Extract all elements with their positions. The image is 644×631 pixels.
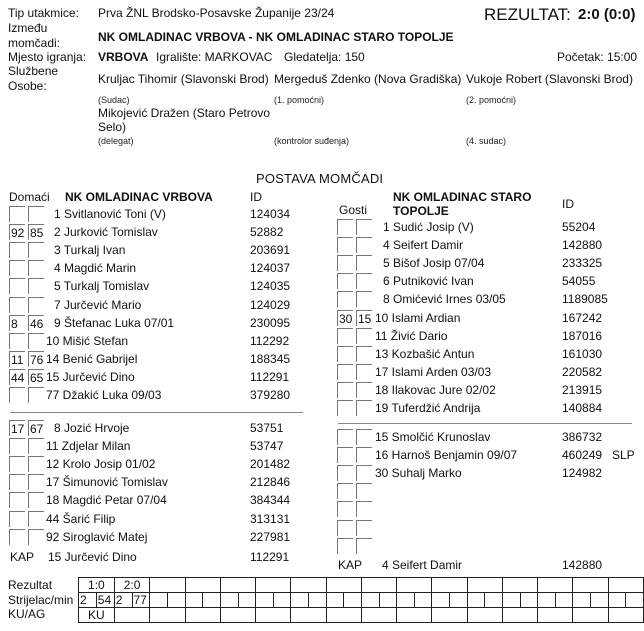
player-name: 10 Islami Ardian bbox=[375, 310, 461, 325]
player-id: 212846 bbox=[250, 475, 291, 490]
sub-out-minute-box bbox=[356, 429, 372, 445]
away-starter-row bbox=[0, 236, 644, 254]
sub-in-minute-box bbox=[337, 483, 353, 499]
goal-result-cell bbox=[502, 578, 537, 593]
sub-in-minute-box bbox=[337, 346, 353, 362]
goal-type-cell: KU bbox=[79, 608, 115, 623]
grid-scorer-row bbox=[79, 593, 644, 608]
assistant2-role: (2. pomoćni) bbox=[466, 95, 517, 105]
player-note: SLP bbox=[612, 448, 635, 463]
player-id: 313131 bbox=[250, 511, 291, 526]
player-id: 460249 bbox=[562, 448, 603, 463]
goal-minute-cell: 77 bbox=[132, 593, 150, 608]
goal-minute-cell bbox=[379, 593, 397, 608]
goal-type-cell bbox=[361, 608, 396, 623]
goal-minute-cell bbox=[203, 593, 221, 608]
player-id: 167242 bbox=[562, 310, 603, 325]
player-id: 124029 bbox=[250, 297, 291, 312]
player-name: 44 Šarić Filip bbox=[46, 511, 116, 526]
player-id: 53747 bbox=[250, 439, 284, 454]
goal-minute-cell bbox=[555, 593, 573, 608]
goal-scorer-cell bbox=[467, 593, 485, 608]
referee-name: Kruljac Tihomir (Slavonski Brod) bbox=[98, 72, 269, 86]
goal-result-cell bbox=[397, 578, 432, 593]
player-id: 233325 bbox=[562, 256, 603, 271]
player-name: 18 Ilakovac Jure 02/02 bbox=[375, 382, 496, 397]
goal-type-cell bbox=[256, 608, 291, 623]
goal-scorer-cell: 2 bbox=[79, 593, 97, 608]
goal-scorer-cell bbox=[608, 593, 626, 608]
delegate-role: (delegat) bbox=[98, 136, 134, 146]
player-name: 4 Seifert Damir bbox=[383, 238, 464, 253]
away-captain-id: 142880 bbox=[562, 558, 603, 572]
assistant1-name: Mergeduš Zdenko (Nova Gradiška) bbox=[274, 72, 462, 86]
result-label: REZULTAT: bbox=[484, 5, 571, 24]
match-type: Prva ŽNL Brodsko-Posavske Županije 23/24 bbox=[98, 6, 335, 20]
player-name: 8 Jozić Hrvoje bbox=[54, 421, 130, 435]
goal-minute-cell bbox=[273, 593, 291, 608]
player-name: 7 Jurčević Mario bbox=[54, 297, 142, 312]
goal-result-cell: 1:0 bbox=[79, 578, 115, 593]
fourth-official-role: (4. sudac) bbox=[466, 136, 507, 146]
sub-out-minute-box bbox=[356, 328, 372, 344]
goal-result-cell bbox=[573, 578, 608, 593]
goal-result-cell bbox=[185, 578, 220, 593]
player-name: 13 Kozbašić Antun bbox=[375, 346, 475, 361]
sub-out-minute-box bbox=[356, 520, 372, 536]
goal-result-cell bbox=[432, 578, 467, 593]
sub-out-minute-box: 85 bbox=[30, 226, 44, 241]
player-id: 220582 bbox=[562, 364, 603, 379]
player-name: 3 Turkalj Ivan bbox=[54, 243, 126, 258]
away-sub-row bbox=[0, 446, 644, 464]
player-name: 6 Putniković Ivan bbox=[383, 274, 474, 289]
officials-label-line1: Službene bbox=[8, 64, 59, 78]
referee-role: (Sudac) bbox=[98, 95, 130, 105]
sub-in-minute-box: 11 bbox=[11, 352, 24, 367]
goal-minute-cell bbox=[591, 593, 609, 608]
goal-scorer-cell bbox=[291, 593, 309, 608]
sub-out-minute-box: 15 bbox=[358, 311, 372, 326]
player-id: 55204 bbox=[562, 220, 596, 234]
sub-in-minute-box: 92 bbox=[11, 226, 25, 241]
player-id: 188345 bbox=[250, 351, 291, 366]
player-name: 10 Mišić Stefan bbox=[46, 333, 129, 348]
player-id: 201482 bbox=[250, 457, 291, 472]
kickoff-time: Početak: 15:00 bbox=[557, 50, 638, 64]
away-team-name-line2: TOPOLJE bbox=[393, 204, 449, 218]
away-sub-row bbox=[0, 519, 644, 537]
sub-out-minute-box: 46 bbox=[30, 316, 44, 331]
away-starter-row bbox=[0, 254, 644, 272]
goal-minute-cell bbox=[485, 593, 503, 608]
sub-out-minute-box bbox=[356, 382, 372, 398]
away-starter-row bbox=[0, 399, 644, 417]
away-sub-row bbox=[0, 500, 644, 518]
scoring-grid bbox=[78, 577, 644, 623]
player-name: 5 Turkalj Tomislav bbox=[54, 279, 150, 294]
ground: Igralište: MARKOVAC bbox=[156, 50, 273, 64]
goal-minute-cell bbox=[309, 593, 327, 608]
assistant2-name: Vukoje Robert (Slavonski Brod) bbox=[466, 72, 633, 86]
away-sub-row bbox=[0, 428, 644, 446]
goal-type-cell bbox=[538, 608, 573, 623]
sub-in-minute-box bbox=[337, 400, 353, 416]
sub-out-minute-box bbox=[356, 501, 372, 517]
goal-minute-cell bbox=[414, 593, 432, 608]
sub-in-minute-box bbox=[337, 465, 353, 481]
player-name: 19 Tuferdžić Andrija bbox=[375, 401, 481, 415]
sub-out-minute-box: 67 bbox=[30, 422, 44, 436]
assistant1-role: (1. pomoćni) bbox=[274, 95, 325, 105]
goal-minute-cell bbox=[344, 593, 362, 608]
player-name: 18 Magdić Petar 07/04 bbox=[46, 493, 167, 508]
player-id: 142880 bbox=[562, 238, 603, 253]
player-name: 4 Magdić Marin bbox=[54, 261, 137, 276]
sub-in-minute-box bbox=[337, 429, 353, 445]
away-starter-row bbox=[0, 363, 644, 381]
goal-minute-cell: 54 bbox=[96, 593, 114, 608]
away-side-label: Gosti bbox=[339, 203, 368, 217]
sub-out-minute-box bbox=[356, 237, 372, 253]
scoring-scorer-label: Strijelac/min bbox=[8, 593, 74, 607]
player-name: 1 Sudić Josip (V) bbox=[383, 220, 474, 234]
goal-scorer-cell bbox=[538, 593, 556, 608]
player-id: 52882 bbox=[250, 225, 284, 240]
sub-out-minute-box bbox=[356, 538, 372, 554]
player-name: 30 Suhalj Marko bbox=[375, 466, 462, 481]
player-name: 16 Harnoš Benjamin 09/07 bbox=[375, 448, 518, 463]
grid-result-row bbox=[79, 578, 644, 593]
goal-scorer-cell bbox=[573, 593, 591, 608]
player-id: 54055 bbox=[562, 274, 596, 289]
player-name: 8 Omićević Irnes 03/05 bbox=[383, 292, 506, 307]
player-id: 230095 bbox=[250, 315, 291, 330]
player-id: 213915 bbox=[562, 382, 603, 397]
goal-result-cell bbox=[291, 578, 326, 593]
match-type-label: Tip utakmice: bbox=[8, 6, 79, 20]
goal-scorer-cell bbox=[220, 593, 238, 608]
away-captain-name: 4 Seifert Damir bbox=[382, 558, 463, 572]
venue-label: Mjesto igranja: bbox=[8, 50, 87, 64]
goal-minute-cell bbox=[168, 593, 186, 608]
goal-type-cell bbox=[502, 608, 537, 623]
goal-scorer-cell bbox=[502, 593, 520, 608]
player-name: 15 Jurčević Dino bbox=[46, 369, 135, 384]
lineup-title: POSTAVA MOMČADI bbox=[256, 171, 384, 186]
goal-result-cell bbox=[256, 578, 291, 593]
player-id: 386732 bbox=[562, 430, 603, 444]
sub-out-minute-box bbox=[356, 465, 372, 481]
sub-in-minute-box: 30 bbox=[339, 311, 353, 326]
sub-in-minute-box bbox=[337, 538, 353, 554]
away-team-name-line1: NK OMLADINAC STARO bbox=[393, 190, 532, 204]
player-id: 379280 bbox=[250, 388, 291, 402]
goal-result-cell bbox=[467, 578, 502, 593]
player-name: 12 Krolo Josip 01/02 bbox=[46, 457, 156, 472]
goal-result-cell bbox=[538, 578, 573, 593]
delegate-name-line1: Mikojević Dražen (Staro Petrovo bbox=[98, 106, 271, 120]
controller-role: (kontrolor suđenja) bbox=[274, 136, 350, 146]
sub-in-minute-box bbox=[337, 255, 353, 271]
sub-out-minute-box bbox=[356, 291, 372, 307]
goal-result-cell bbox=[220, 578, 255, 593]
player-id: 124037 bbox=[250, 261, 291, 276]
away-sub-row bbox=[0, 464, 644, 482]
away-starter-row bbox=[0, 327, 644, 345]
spectators: Gledatelja: 150 bbox=[284, 50, 365, 64]
sub-in-minute-box bbox=[337, 291, 353, 307]
goal-result-cell: 2:0 bbox=[114, 578, 150, 593]
away-starter-row bbox=[0, 218, 644, 236]
player-id: 112291 bbox=[250, 369, 290, 384]
sub-out-minute-box bbox=[356, 400, 372, 416]
sub-in-minute-box bbox=[337, 237, 353, 253]
player-name: 17 Islami Arden 03/03 bbox=[375, 364, 492, 379]
goal-scorer-cell bbox=[361, 593, 379, 608]
home-team-name: NK OMLADINAC VRBOVA bbox=[65, 190, 213, 204]
away-id-header: ID bbox=[562, 197, 574, 211]
away-starter-row bbox=[0, 290, 644, 308]
match-teams: NK OMLADINAC VRBOVA - NK OMLADINAC STARO TOPOLJE bbox=[98, 30, 454, 44]
sub-out-minute-box bbox=[356, 483, 372, 499]
away-starter-row bbox=[0, 381, 644, 399]
sub-out-minute-box bbox=[356, 255, 372, 271]
result-value: 2:0 (0:0) bbox=[578, 6, 636, 23]
teams-label-line1: Između bbox=[8, 21, 48, 35]
goal-scorer-cell bbox=[432, 593, 450, 608]
player-id: 1189085 bbox=[562, 292, 608, 307]
teams-label-line2: momčadi: bbox=[8, 36, 61, 50]
player-id: 203691 bbox=[250, 243, 291, 258]
goal-scorer-cell: 2 bbox=[114, 593, 132, 608]
away-divider bbox=[338, 423, 632, 424]
home-captain-name: 15 Jurčević Dino bbox=[48, 550, 137, 564]
goal-result-cell bbox=[608, 578, 643, 593]
player-id: 53751 bbox=[250, 421, 284, 435]
player-name: 5 Bišof Josip 07/04 bbox=[383, 256, 485, 271]
goal-type-cell bbox=[185, 608, 220, 623]
player-id: 124982 bbox=[562, 466, 603, 481]
goal-minute-cell bbox=[450, 593, 468, 608]
goal-scorer-cell bbox=[150, 593, 168, 608]
goal-scorer-cell bbox=[397, 593, 415, 608]
goal-scorer-cell bbox=[256, 593, 274, 608]
goal-type-cell bbox=[326, 608, 361, 623]
away-sub-row bbox=[0, 482, 644, 500]
away-starter-row bbox=[0, 345, 644, 363]
player-name: 14 Benić Gabrijel bbox=[46, 351, 138, 366]
player-id: 187016 bbox=[562, 328, 603, 343]
officials-label-line2: Osobe: bbox=[8, 79, 47, 93]
sub-out-minute-box bbox=[356, 219, 372, 235]
sub-in-minute-box bbox=[337, 364, 353, 380]
player-name: 9 Štefanac Luka 07/01 bbox=[54, 315, 175, 330]
sub-in-minute-box bbox=[337, 219, 353, 235]
goal-minute-cell bbox=[626, 593, 644, 608]
goal-scorer-cell bbox=[185, 593, 203, 608]
goal-minute-cell bbox=[520, 593, 538, 608]
sub-in-minute-box bbox=[337, 328, 353, 344]
player-id: 384344 bbox=[250, 493, 291, 508]
away-captain-label: KAP bbox=[338, 558, 363, 572]
player-name: 2 Jurković Tomislav bbox=[54, 225, 158, 240]
player-name: 1 Svitlanović Toni (V) bbox=[54, 207, 166, 221]
goal-type-cell bbox=[150, 608, 185, 623]
grid-type-row bbox=[79, 608, 644, 623]
sub-out-minute-box: 76 bbox=[30, 352, 44, 367]
player-id: 112292 bbox=[250, 333, 290, 348]
player-name: 92 Siroglavić Matej bbox=[46, 529, 148, 544]
player-name: 11 Zdjelar Milan bbox=[46, 439, 131, 454]
player-name: 15 Smolčić Krunoslav bbox=[375, 430, 491, 444]
player-id: 227981 bbox=[250, 529, 291, 544]
goal-type-cell bbox=[573, 608, 608, 623]
player-id: 124035 bbox=[250, 279, 291, 294]
venue: VRBOVA bbox=[98, 50, 149, 64]
goal-result-cell bbox=[326, 578, 361, 593]
sub-in-minute-box bbox=[337, 501, 353, 517]
sub-in-minute-box bbox=[337, 273, 353, 289]
goal-minute-cell bbox=[238, 593, 256, 608]
goal-type-cell bbox=[291, 608, 326, 623]
player-name: 77 Džakić Luka 09/03 bbox=[46, 388, 162, 402]
goal-type-cell bbox=[114, 608, 150, 623]
goal-type-cell bbox=[220, 608, 255, 623]
away-starter-row bbox=[0, 309, 644, 327]
sub-in-minute-box: 44 bbox=[11, 370, 25, 385]
sub-in-minute-box bbox=[337, 447, 353, 463]
delegate-name-line2: Selo) bbox=[98, 120, 127, 134]
player-id: 124034 bbox=[250, 207, 291, 221]
goal-type-cell bbox=[608, 608, 643, 623]
goal-result-cell bbox=[150, 578, 185, 593]
sub-out-minute-box bbox=[356, 273, 372, 289]
player-id: 140884 bbox=[562, 401, 603, 415]
player-id: 161030 bbox=[562, 346, 603, 361]
sub-in-minute-box bbox=[337, 520, 353, 536]
home-captain-id: 112291 bbox=[250, 550, 290, 564]
sub-out-minute-box bbox=[356, 346, 372, 362]
player-name: 17 Šimunović Tomislav bbox=[46, 475, 168, 490]
home-captain-label: KAP bbox=[10, 550, 35, 564]
sub-out-minute-box bbox=[356, 447, 372, 463]
player-name: 11 Živić Dario bbox=[375, 328, 448, 343]
scoring-kuag-label: KU/AG bbox=[8, 607, 46, 621]
goal-scorer-cell bbox=[326, 593, 344, 608]
sub-in-minute-box: 8 bbox=[9, 315, 25, 331]
sub-in-minute-box bbox=[337, 382, 353, 398]
goal-type-cell bbox=[432, 608, 467, 623]
home-id-header: ID bbox=[250, 190, 262, 204]
sub-out-minute-box bbox=[356, 364, 372, 380]
scoring-result-label: Rezultat bbox=[8, 578, 53, 592]
sub-out-minute-box: 65 bbox=[30, 370, 44, 385]
away-starter-row bbox=[0, 272, 644, 290]
goal-type-cell bbox=[467, 608, 502, 623]
goal-result-cell bbox=[361, 578, 396, 593]
home-side-label: Domaći bbox=[9, 190, 50, 204]
goal-type-cell bbox=[397, 608, 432, 623]
sub-in-minute-box: 17 bbox=[11, 422, 25, 436]
